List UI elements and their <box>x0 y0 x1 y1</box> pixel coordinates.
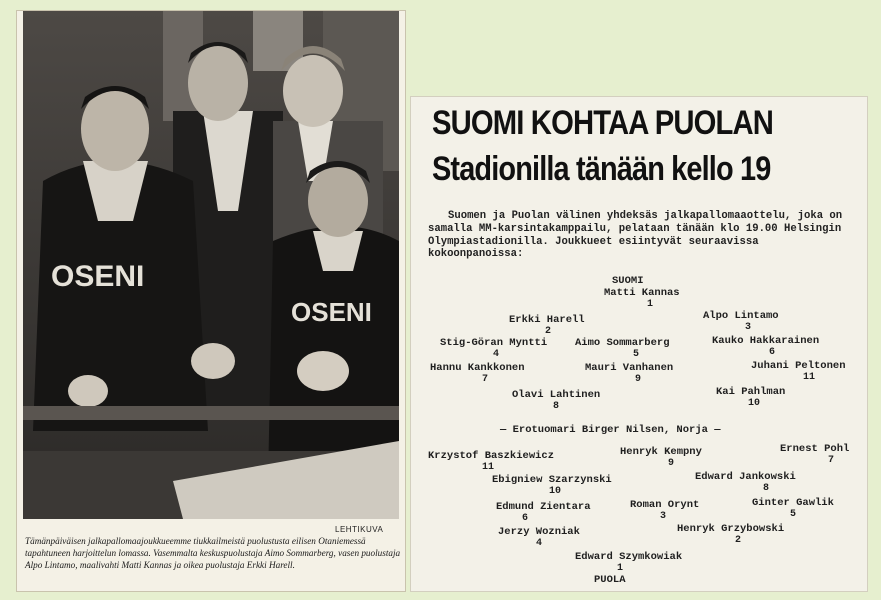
finland-player-number: 5 <box>633 349 640 360</box>
finland-player-name: Alpo Lintamo <box>703 310 779 322</box>
team-poland-label: PUOLA <box>594 574 626 586</box>
finland-player-name: Kai Pahlman <box>716 386 786 398</box>
finland-player-number: 11 <box>803 372 816 383</box>
article-intro: Suomen ja Puolan välinen yhdeksäs jalkapallomaaottelu, joka on samalla MM-karsintakamppailu, pelataan tänään klo 19.00 Helsingin Olympiastadionilla. Joukkueet esiintyvät seuraavissa kokoonpanoissa: <box>428 210 843 261</box>
finland-player-name: Hannu Kankkonen <box>430 362 525 374</box>
finland-player-number: 6 <box>769 347 776 358</box>
team-photo <box>23 11 399 519</box>
photo-image <box>23 11 399 519</box>
poland-player-name: Edward Szymkowiak <box>575 551 683 563</box>
poland-player-number: 9 <box>668 458 675 469</box>
poland-player-name: Ernest Pohl <box>780 443 850 455</box>
finland-player-number: 4 <box>493 349 500 360</box>
finland-player-number: 10 <box>748 398 761 409</box>
poland-player-name: Henryk Grzybowski <box>677 523 785 535</box>
finland-player-number: 2 <box>545 326 552 337</box>
finland-player-number: 7 <box>482 374 489 385</box>
poland-player-number: 10 <box>549 486 562 497</box>
team-finland-label: SUOMI <box>612 275 644 287</box>
poland-player-name: Roman Orynt <box>630 499 700 511</box>
poland-player-name: Ginter Gawlik <box>752 497 834 509</box>
referee-line: — Erotuomari Birger Nilsen, Norja — <box>500 424 721 436</box>
finland-player-name: Mauri Vanhanen <box>585 362 674 374</box>
subheadline: Stadionilla tänään kello 19 <box>432 150 771 188</box>
poland-player-name: Ebigniew Szarzynski <box>492 474 612 486</box>
poland-player-name: Edmund Zientara <box>496 501 591 513</box>
finland-player-name: Erkki Harell <box>509 314 585 326</box>
poland-player-number: 11 <box>482 462 495 473</box>
finland-player-number: 8 <box>553 401 560 412</box>
poland-player-name: Henryk Kempny <box>620 446 702 458</box>
poland-player-number: 3 <box>660 511 667 522</box>
photo-clipping <box>17 11 405 591</box>
poland-player-name: Krzystof Baszkiewicz <box>428 450 555 462</box>
finland-player-name: Juhani Peltonen <box>751 360 846 372</box>
poland-player-name: Edward Jankowski <box>695 471 796 483</box>
finland-player-name: Aimo Sommarberg <box>575 337 670 349</box>
finland-player-name: Olavi Lahtinen <box>512 389 601 401</box>
finland-player-number: 9 <box>635 374 642 385</box>
poland-player-number: 2 <box>735 535 742 546</box>
photo-credit: LEHTIKUVA <box>335 525 384 534</box>
svg-text:OSENI: OSENI <box>291 297 372 327</box>
finland-player-name: Kauko Hakkarainen <box>712 335 820 347</box>
poland-player-number: 7 <box>828 455 835 466</box>
finland-player-number: 3 <box>745 322 752 333</box>
poland-player-name: Jerzy Wozniak <box>498 526 580 538</box>
poland-player-number: 6 <box>522 513 529 524</box>
photo-caption: Tämänpäiväisen jalkapallomaajoukkueemme tiukkailmeistä puolustusta eilisen Otaniemessä tapahtuneen harjoittelun lomassa. Vasemmalta keskuspuolustaja Aimo Sommarberg, vasen puolustaja Alpo Lintamo, maalivahti Matti Kannas ja oikea puolustaja Erkki Harell. <box>25 536 401 570</box>
poland-player-number: 5 <box>790 509 797 520</box>
headline: SUOMI KOHTAA PUOLAN <box>432 104 774 142</box>
poland-player-number: 1 <box>617 563 624 574</box>
finland-player-name: Matti Kannas <box>604 287 680 299</box>
svg-text:OSENI: OSENI <box>51 260 145 293</box>
poland-player-number: 4 <box>536 538 543 549</box>
finland-player-number: 1 <box>647 299 654 310</box>
poland-player-number: 8 <box>763 483 770 494</box>
finland-player-name: Stig-Göran Myntti <box>440 337 548 349</box>
